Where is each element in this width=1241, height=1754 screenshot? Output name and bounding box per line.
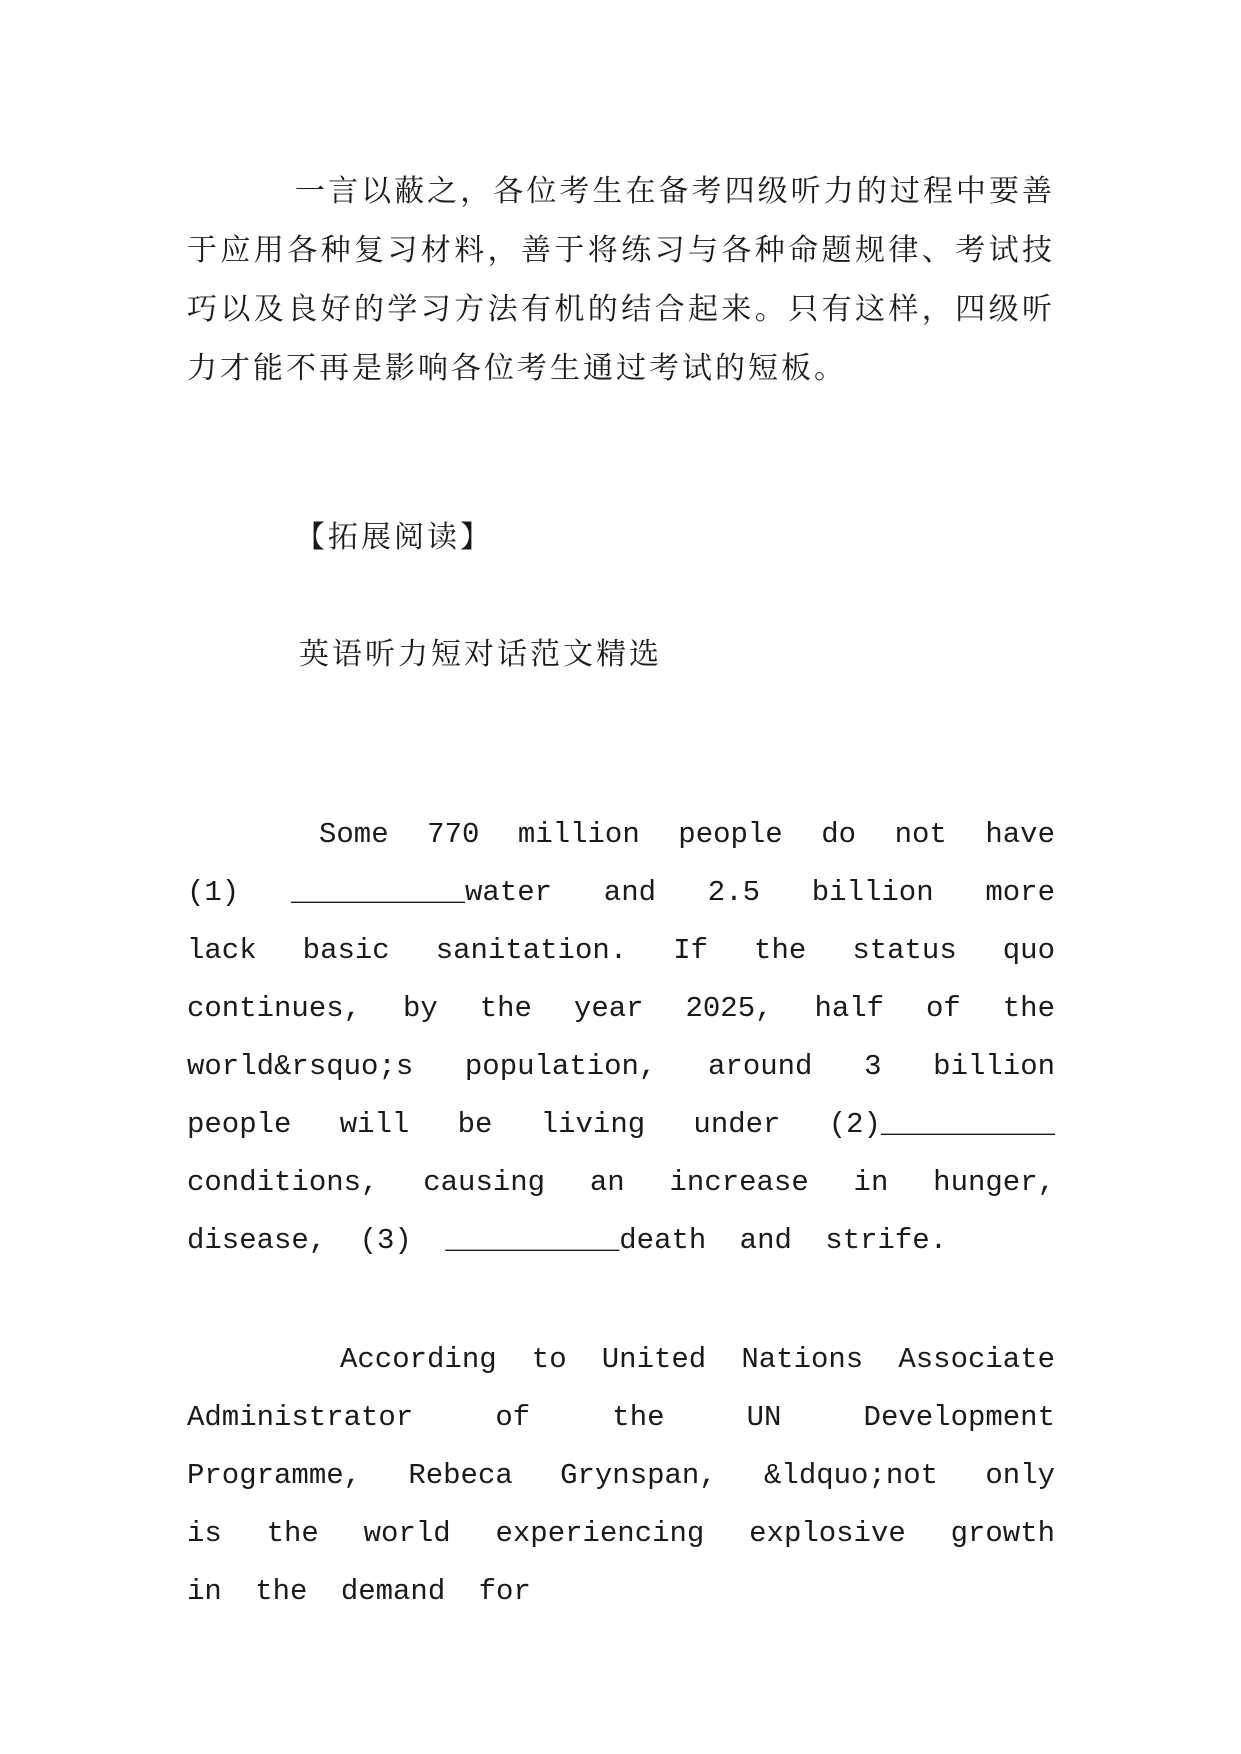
un-quote-paragraph: According to United Nations Associate Administrator of the UN Development Programme, Rebeca Grynspan, &ldquo;not only is the world experiencing explosive growth in the demand for [187,1343,1055,1608]
water-paragraph: Some 770 million people do not have (1) __________water and 2.5 billion more lack basic sanitation. If the status quo continues, by the year 2025, half of the world&rsquo;s population, around 3 billion people will be living under (2)__________ conditions, causing an increase in hunger, disease, (3) __________death and strife. [187,818,1055,1257]
section-heading: 【拓展阅读】 [295,520,493,555]
intro-paragraph: 一言以蔽之，各位考生在备考四级听力的过程中要善于应用各种复习材料，善于将练习与各种命题规律、考试技巧以及良好的学习方法有机的结合起来。只有这样，四级听力才能不再是影响各位考生通过考试的短板。 [187,174,1055,386]
section-subtitle: 英语听力短对话范文精选 [299,637,662,672]
